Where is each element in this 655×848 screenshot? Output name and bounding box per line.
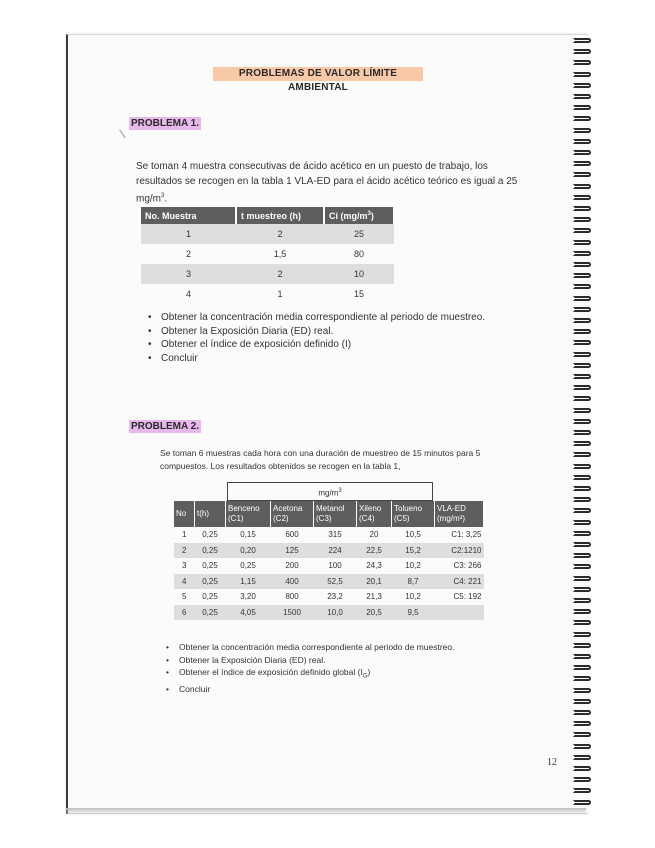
header-line: (C2) <box>273 514 289 523</box>
spiral-ring <box>573 83 591 88</box>
spiral-ring <box>573 464 591 469</box>
cell: 2 <box>185 249 191 259</box>
spiral-ring <box>573 318 591 323</box>
spiral-ring <box>573 206 591 211</box>
cell: 10 <box>324 264 394 284</box>
cell: 200 <box>285 561 299 571</box>
cell: 15,2 <box>392 543 435 559</box>
spiral-ring <box>573 273 591 278</box>
spiral-ring <box>573 116 591 121</box>
cell: 5 <box>182 592 187 602</box>
spiral-ring <box>573 251 591 256</box>
cell: 25 <box>324 224 394 244</box>
table-row <box>141 264 394 284</box>
spiral-ring <box>573 128 591 133</box>
col-header-metanol <box>314 501 357 527</box>
spiral-ring <box>573 240 591 245</box>
cell: 0,25 <box>195 605 226 621</box>
table-row <box>174 589 484 605</box>
cell: 23,2 <box>327 592 343 602</box>
cell: 800 <box>285 592 299 602</box>
units-group-header <box>227 482 433 501</box>
cell: 6 <box>174 605 195 621</box>
cell: 3 <box>141 264 236 284</box>
header-line: Acetona <box>273 504 303 513</box>
cell: 600 <box>285 530 299 540</box>
spiral-ring <box>573 139 591 144</box>
cell: 2 <box>236 224 324 244</box>
cell: 0,25 <box>240 561 256 571</box>
spiral-ring <box>573 620 591 625</box>
cell: 10,0 <box>314 605 357 621</box>
spiral-ring <box>573 172 591 177</box>
col-header-acetona <box>271 501 314 527</box>
list-item: • Concluir <box>164 683 454 696</box>
spiral-ring <box>573 732 591 737</box>
header-line: (C4) <box>359 514 375 523</box>
spiral-ring <box>573 329 591 334</box>
cell: C5: 192 <box>453 592 482 602</box>
page-title: PROBLEMAS DE VALOR LÍMITE AMBIENTAL <box>213 67 423 81</box>
col-header-xileno <box>357 501 392 527</box>
problem1-line2: resultados se recogen en la tabla 1 VLA-ED para el ácido acético teórico es igual a 25 <box>136 176 518 187</box>
spiral-ring <box>573 609 591 614</box>
header-line: (C5) <box>394 514 410 523</box>
header-line: No <box>176 509 187 518</box>
cell: 4 <box>185 289 191 299</box>
spiral-ring <box>573 408 591 413</box>
spiral-ring <box>573 497 591 502</box>
header-line: Tolueno <box>394 504 423 513</box>
list-item-text: Obtener el índice de exposición definido global (I <box>179 667 363 677</box>
cell: 0,25 <box>202 561 218 571</box>
spiral-ring <box>573 38 591 43</box>
table-row <box>174 527 484 543</box>
spiral-ring <box>573 553 591 558</box>
spiral-ring <box>573 777 591 782</box>
problem1-line1: Se toman 4 muestra consecutivas de ácido acético en un puesto de trabajo, los <box>136 161 488 172</box>
cell: 24,3 <box>366 561 382 571</box>
spiral-ring <box>573 710 591 715</box>
spiral-ring <box>573 441 591 446</box>
cell: C3: 266 <box>453 561 482 571</box>
spiral-ring <box>573 184 591 189</box>
spiral-ring <box>573 49 591 54</box>
ci-header-text: Ci (mg/m <box>329 210 368 221</box>
table-row <box>141 284 394 304</box>
cell: 400 <box>271 574 314 590</box>
list-item: • Obtener la concentración media correspondiente al periodo de muestreo. <box>146 311 485 325</box>
cell: 1 <box>182 530 187 540</box>
cell: 10,2 <box>405 561 421 571</box>
spiral-ring <box>573 800 591 805</box>
spiral-ring <box>573 105 591 110</box>
col-header-muestra: No. Muestra <box>141 207 236 224</box>
col-header-tolueno <box>392 501 435 527</box>
spiral-ring <box>573 217 591 222</box>
spiral-ring <box>573 94 591 99</box>
spiral-ring <box>573 486 591 491</box>
table-row <box>174 558 484 574</box>
header-line: (C3) <box>316 514 332 523</box>
spiral-ring <box>573 576 591 581</box>
problem2-tasks <box>164 641 454 696</box>
cell: 0,25 <box>195 574 226 590</box>
page-shadow <box>66 808 586 814</box>
spiral-ring <box>573 744 591 749</box>
col-header-vla-ed <box>435 501 484 527</box>
spiral-ring <box>573 688 591 693</box>
cell: 0,20 <box>226 543 271 559</box>
spiral-ring <box>573 396 591 401</box>
spiral-ring <box>573 665 591 670</box>
spiral-ring <box>573 60 591 65</box>
spiral-ring <box>573 475 591 480</box>
spiral-ring <box>573 284 591 289</box>
cell: 20 <box>369 530 379 540</box>
page-number: 12 <box>547 757 557 768</box>
problem2-line1: Se toman 6 muestras cada hora con una duración de muestreo de 15 minutos para 5 <box>160 448 481 458</box>
spiral-ring <box>573 531 591 536</box>
spiral-binding <box>573 34 595 814</box>
spiral-ring <box>573 598 591 603</box>
cell: 20,5 <box>357 605 392 621</box>
spiral-ring <box>573 363 591 368</box>
spiral-ring <box>573 430 591 435</box>
problem1-table <box>141 207 395 304</box>
cell: 9,5 <box>392 605 435 621</box>
problem2-table <box>174 501 484 620</box>
cell: 0,15 <box>240 530 256 540</box>
spiral-ring <box>573 352 591 357</box>
list-item-sub: G <box>362 673 368 680</box>
problem2-line2: compuestos. Los resultados obtenidos se recogen en la tabla 1, <box>160 461 401 471</box>
spiral-ring <box>573 262 591 267</box>
list-item: • Obtener la Exposición Diaria (ED) real. <box>146 325 485 339</box>
problem2-table-body <box>174 527 484 620</box>
cell: 4,05 <box>226 605 271 621</box>
header-line: (C1) <box>228 514 244 523</box>
cell: 15 <box>353 289 364 299</box>
spiral-ring <box>573 150 591 155</box>
spiral-ring <box>573 72 591 77</box>
cell: 10,5 <box>405 530 421 540</box>
problem2-statement <box>160 447 560 473</box>
list-item: • Obtener el índice de exposición definido (I) <box>146 338 485 352</box>
list-item: • Obtener la concentración media correspondiente al periodo de muestreo. <box>164 641 454 654</box>
header-line: Benceno <box>228 504 260 513</box>
cell: C4: 221 <box>435 574 484 590</box>
header-line: (mg/m³) <box>437 514 465 523</box>
ci-header-sup: 3 <box>367 210 371 217</box>
cell: 1,15 <box>226 574 271 590</box>
table-row <box>141 224 394 244</box>
spiral-ring <box>573 520 591 525</box>
cell: 100 <box>328 561 342 571</box>
cell: C2:1210 <box>435 543 484 559</box>
cell: 2 <box>236 264 324 284</box>
cell: 0,25 <box>195 543 226 559</box>
spiral-ring <box>573 564 591 569</box>
cell: 0,25 <box>202 592 218 602</box>
problem2-label: PROBLEMA 2. <box>131 421 199 432</box>
spiral-ring <box>573 296 591 301</box>
spiral-ring <box>573 721 591 726</box>
problem1-label: PROBLEMA 1. <box>131 118 199 129</box>
list-item <box>164 666 454 683</box>
units-sup: 3 <box>338 488 342 494</box>
spiral-ring <box>573 228 591 233</box>
problem1-line3-end: . <box>164 193 168 205</box>
table-row <box>174 543 484 559</box>
cell: 315 <box>328 530 342 540</box>
cell: 52,5 <box>314 574 357 590</box>
cell: 1500 <box>271 605 314 621</box>
header-line: Xileno <box>359 504 382 513</box>
cell: 80 <box>353 249 364 259</box>
cell: 21,3 <box>366 592 382 602</box>
col-header-benceno <box>226 501 271 527</box>
spiral-ring <box>573 195 591 200</box>
cell: 2 <box>174 543 195 559</box>
spiral-ring <box>573 654 591 659</box>
cell: 10,2 <box>405 592 421 602</box>
spiral-ring <box>573 788 591 793</box>
header-line: t(h) <box>197 509 209 518</box>
cell: 224 <box>314 543 357 559</box>
cell <box>435 605 484 621</box>
spiral-ring <box>573 307 591 312</box>
ci-header-end: ) <box>370 210 374 221</box>
spiral-ring <box>573 542 591 547</box>
spiral-ring <box>573 374 591 379</box>
cell: 20,1 <box>357 574 392 590</box>
cell: 1,5 <box>273 249 287 259</box>
col-header-ci <box>324 207 394 224</box>
spiral-ring <box>573 385 591 390</box>
spiral-ring <box>573 676 591 681</box>
cell: 3,20 <box>240 592 256 602</box>
col-header-no <box>174 501 195 527</box>
cell: 1 <box>277 289 283 299</box>
cell: 1 <box>141 224 236 244</box>
table-row <box>141 244 394 264</box>
list-item-end: ) <box>367 667 371 677</box>
spiral-ring <box>573 419 591 424</box>
cell: 22,5 <box>357 543 392 559</box>
spiral-ring <box>573 755 591 760</box>
cell: 0,25 <box>202 530 218 540</box>
problem1-tasks <box>146 311 485 365</box>
problem1-line3-sup: 3 <box>161 193 165 199</box>
col-header-tiempo: t muestreo (h) <box>236 207 324 224</box>
spiral-ring <box>573 161 591 166</box>
problem1-statement <box>136 159 556 206</box>
table-row <box>174 605 484 621</box>
col-header-t <box>195 501 226 527</box>
header-line: VLA-ED <box>437 504 466 513</box>
spiral-ring <box>573 587 591 592</box>
spiral-ring <box>573 766 591 771</box>
cell: 8,7 <box>392 574 435 590</box>
spiral-ring <box>573 699 591 704</box>
problem1-line3: mg/m <box>136 193 161 205</box>
spiral-ring <box>573 508 591 513</box>
list-item: • Concluir <box>146 352 485 366</box>
units-text: mg/m <box>318 488 339 498</box>
spiral-ring <box>573 452 591 457</box>
header-line: Metanol <box>316 504 345 513</box>
cell: 125 <box>271 543 314 559</box>
spiral-ring <box>573 643 591 648</box>
cell: 4 <box>174 574 195 590</box>
spiral-ring <box>573 632 591 637</box>
spiral-ring <box>573 340 591 345</box>
cell: 3 <box>182 561 187 571</box>
table-row <box>174 574 484 590</box>
cell: C1: 3,25 <box>451 530 482 540</box>
list-item: • Obtener la Exposición Diaria (ED) real. <box>164 654 454 667</box>
